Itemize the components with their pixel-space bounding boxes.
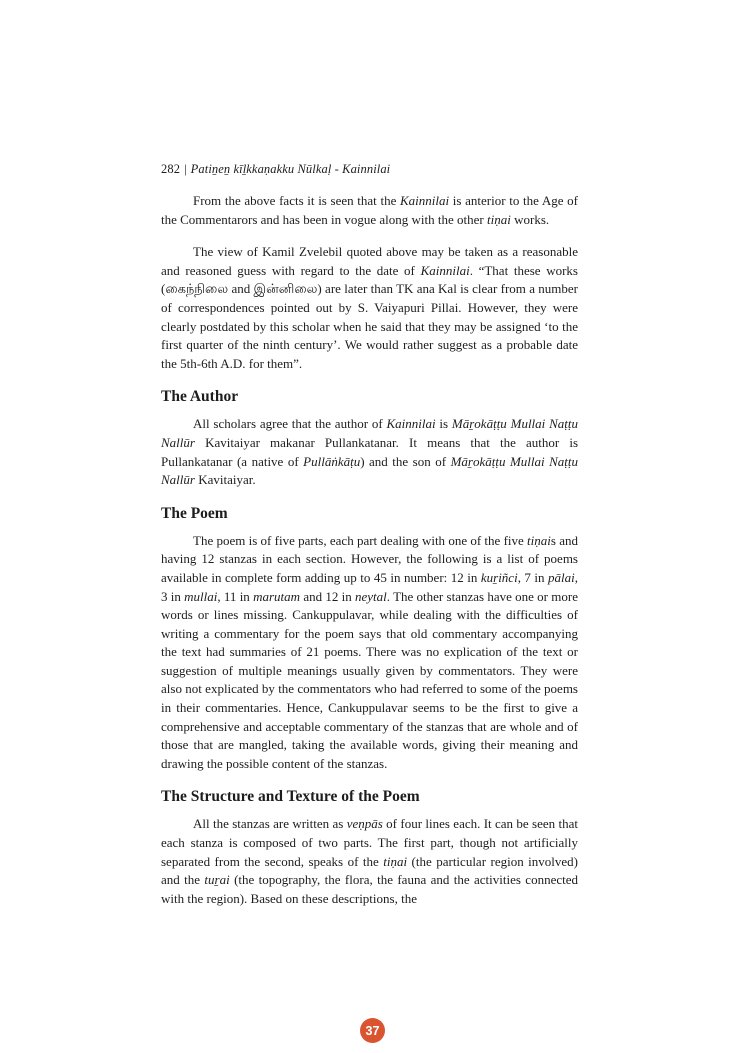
section-heading-poem: The Poem xyxy=(161,504,228,522)
italic-term: Kainnilai xyxy=(400,193,450,208)
page-number-badge: 37 xyxy=(360,1018,385,1043)
paragraph: All the stanzas are written as veṇpās of four lines each. It can be seen that each stanza is composed of two parts. The first part, though not artificially separated from the second, speaks of the tiṇai (the particular region involved) and the tuṟai (the topography, the flora, the fauna and the activities connected with the region). Based on these descriptions, the xyxy=(161,816,578,906)
italic-term: Kainnilai xyxy=(386,416,436,432)
section-heading-author: The Author xyxy=(161,388,239,406)
italic-term: tiṇai xyxy=(527,532,551,548)
italic-term: kuṟiñci xyxy=(480,569,518,585)
paragraph: The poem is of five parts, each part dealing with one of the five tiṇais and having 12 stanzas in each section. However, the following is a list of poems available in complete form adding up to 45 in number: 12 in kuṟiñci, 7 in pālai, 3 in mullai, 11 in marutam and 12 in neytal. The other stanzas have one or more words or lines missing. Cankuppulavar, while dealing with the difficulties of writing a commentary for the poem says that old commentary accompanying the text had summaries of 21 poems. There was no explication of the text or suggestion of multiple meanings usually given by commentators. They were also not explicated by the commentators who had referred to some of the poems in their commentaries. Hence, Cankuppulavar seems to be the first to give a comprehensive and acceptable commentary of the stanzas that are whole and of those that are mangled, taking the available words, giving their meaning and drawing the possible content of the stanzas. xyxy=(161,532,578,771)
italic-term: marutam xyxy=(253,588,301,604)
italic-term: Pullāṅkāṭu xyxy=(303,453,361,469)
italic-term: tiṇai xyxy=(383,853,408,869)
header-separator: | xyxy=(184,162,187,176)
italic-term: tiṇai xyxy=(487,211,511,227)
header-running-title: Patiṉeṉ kīḻkkaṇakku Nūlkaḷ - Kainnilai xyxy=(190,162,391,176)
document-page xyxy=(161,161,578,922)
paragraph: All scholars agree that the author of Kainnilai is Māṟokāṭṭu Mullai Naṭṭu Nallūr Kavitaiyar makanar Pullankatanar. It means that the author is Pullankatanar (a native of Pullāṅkāṭu) and the son of Māṟokāṭṭu Mullai Naṭṭu Nallūr Kavitaiyar. xyxy=(161,416,578,488)
italic-term: neytal xyxy=(355,588,387,604)
italic-term: Māṟokāṭṭu Mullai Naṭṭu Nallūr xyxy=(161,453,578,488)
italic-term: tuṟai xyxy=(204,872,230,888)
italic-term: pālai xyxy=(548,569,575,585)
italic-term: mullai xyxy=(184,588,218,604)
italic-term: Māṟokāṭṭu Mullai Naṭṭu Nallūr xyxy=(161,416,578,450)
paragraph: From the above facts it is seen that the Kainnilai is anterior to the Age of the Commentarors and has been in vogue along with the other tiṇai works. xyxy=(161,193,578,227)
running-header xyxy=(161,161,578,177)
italic-term: Kainnilai xyxy=(420,262,470,278)
italic-term: veṇpās xyxy=(346,816,383,832)
section-heading-structure: The Structure and Texture of the Poem xyxy=(161,788,420,806)
header-page-number: 282 xyxy=(161,162,181,176)
paragraph: The view of Kamil Zvelebil quoted above may be taken as a reasonable and reasoned guess with regard to the date of Kainnilai. “That these works (கைந்நிலை and இன்னிலை) are later than TK ana Kal is clear from a number of correspondences pointed out by S. Vaiyapuri Pillai. However, they were clearly postdated by this scholar when he said that they may be assigned ‘to the first quarter of the ninth century’. We would rather suggest as a probable date the 5th-6th A.D. for them”. xyxy=(161,244,578,371)
